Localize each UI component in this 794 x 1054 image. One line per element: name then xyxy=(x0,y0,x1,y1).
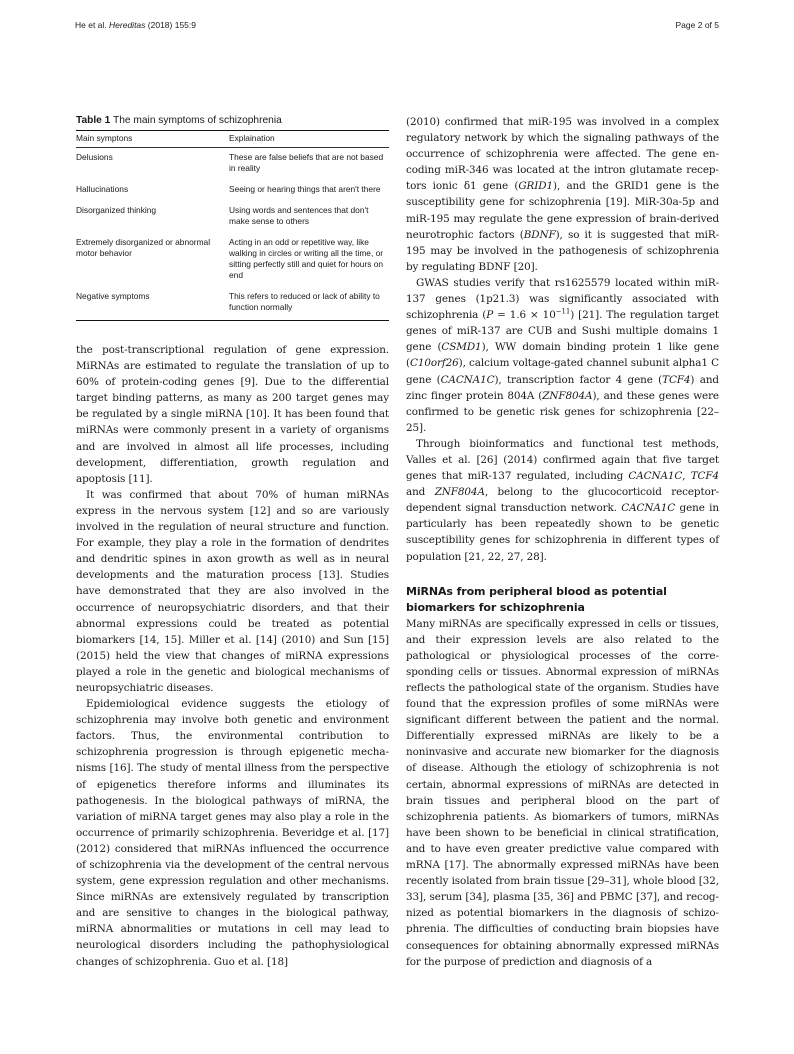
gene-name: CACNA1C xyxy=(621,502,676,515)
table-row xyxy=(76,180,389,201)
gene-name: ZNF804A xyxy=(434,486,485,499)
table-cell: These are false beliefs that are not based in reality xyxy=(229,152,384,173)
gene-name: C10orf26 xyxy=(409,357,459,370)
paragraph xyxy=(406,275,719,436)
text-run: ), WW domain binding protein 1 like gene ( xyxy=(406,341,719,370)
table-caption xyxy=(76,114,389,131)
text-run: gene in particularly has been repeatedly shown to be genetic susceptibility genes for schizophrenia in different types of population [21, 22, 27, 28]. xyxy=(406,502,719,563)
paragraph xyxy=(406,114,719,275)
paragraph: It was confirmed that about 70% of human miRNAs express in the nervous system [12] and so are variously involved in the regulation of neural structure and function. For example, they play a role in the formation of dendrites and dendritic spines in axon growth as well as in neural developments and the maturation process [13]. Studies have demonstrated that they are also involved in the occurrence of neuropsychiatric disorders, and that their abnormal expressions could be treated as potential biomarkers [14, 15]. Miller et al. [14] (2010) and Sun [15] (2015) held the view that changes of miRNA expressions played a role in the genetic and biological mechanisms of neuropsychiatric diseases. xyxy=(76,488,389,694)
symptoms-table xyxy=(76,114,389,321)
column-header: Main symptons xyxy=(76,131,229,148)
table xyxy=(76,131,389,319)
text-run: ), transcription factor 4 gene ( xyxy=(494,373,663,386)
section-heading: MiRNAs from peripheral blood as potential biomarkers for schizophrenia xyxy=(406,584,667,614)
table-bottom-rule xyxy=(76,320,389,321)
right-column-text xyxy=(406,114,719,970)
p-value: = 1.6 × 10 xyxy=(493,309,556,322)
table-header-row xyxy=(76,131,389,148)
header-volume: (2018) 155:9 xyxy=(147,20,196,30)
text-run: and xyxy=(406,486,435,499)
table-cell: Negative symptoms xyxy=(76,291,150,301)
paragraph: the post-transcriptional regulation of gene expression. MiRNAs are estimated to regulate the translation of up to 60% of protein-coding genes [9]. Due to the differential target binding patterns, as many as 200 target genes may be regulated by a single miRNA [10]. It has been found that miRNAs were commonly present in a variety of organisms and are involved in almost all life processes, including development, differentiation, growth regulation and apoptosis [11]. xyxy=(76,344,389,485)
table-cell: This refers to reduced or lack of ability to function normally xyxy=(229,291,380,312)
gene-name: TCF4 xyxy=(690,470,719,483)
text-run: , belong to the glucocorticoid receptor-dependent signal transduction network. xyxy=(406,486,719,515)
table-cell: Seeing or hearing things that aren't there xyxy=(229,184,381,194)
gene-name: GRID1 xyxy=(518,180,553,193)
table-row xyxy=(76,287,389,319)
header-journal: Hereditas xyxy=(109,20,146,30)
table-cell: Delusions xyxy=(76,152,113,162)
text-run: ), and these genes were confirmed to be genetic risk genes for schizophrenia [22–25]. xyxy=(406,389,719,434)
running-header xyxy=(75,20,719,36)
table-cell: Extremely disorganized or abnormal motor behavior xyxy=(76,237,211,258)
page-number: Page 2 of 5 xyxy=(675,20,719,30)
text-run: ), so it is suggested that miR-195 may be involved in the pathogenesis of schizophrenia by regulating BDNF [20]. xyxy=(406,228,719,273)
text-run: Through bioinformatics and functional test methods, Valles et al. [26] (2014) confirmed again that five target genes that miR-137 regulated, including xyxy=(406,437,719,483)
table-caption-text: The main symptoms of schizophrenia xyxy=(113,115,282,126)
paragraph xyxy=(406,436,719,565)
table-cell: Disorganized thinking xyxy=(76,205,157,215)
p-symbol: P xyxy=(486,309,494,322)
text-run: ) and zinc finger protein 804A ( xyxy=(406,373,719,402)
table-cell: Acting in an odd or repetitive way, like walking in circles or writing all the time, or sitting perfectly still and quiet for hours on end xyxy=(229,237,384,280)
gene-name: ZNF804A xyxy=(542,389,593,402)
text-run: (2010) confirmed that miR-195 was involved in a complex regulatory network by which the signaling pathways of the occurrence of schizophrenia were affected. The gene encoding miR-346 was located at the intron glutamate receptors ionic δ1 gene ( xyxy=(406,116,719,193)
gene-name: BDNF xyxy=(523,228,556,241)
header-citation xyxy=(75,20,196,30)
table-row xyxy=(76,233,389,287)
gene-name: CACNA1C xyxy=(440,373,495,386)
gene-name: TCF4 xyxy=(662,373,691,386)
text-run: ) [21]. The regulation target genes of miR-137 are CUB and Sushi multiple domains 1 gene ( xyxy=(406,309,719,354)
text-run: , xyxy=(682,470,691,483)
gene-name: CSMD1 xyxy=(441,341,482,354)
text-run: ), calcium voltage-gated channel subunit alpha1 C gene ( xyxy=(406,357,719,386)
table-row xyxy=(76,148,389,181)
text-run: ), and the GRID1 gene is the susceptibility gene for schizophrenia [19]. MiR-30a-5p and miR-195 may regulate the gene expression of brain-derived neurotrophic factors ( xyxy=(406,180,719,241)
header-authors: He et al. xyxy=(75,20,107,30)
paragraph: Epidemiological evidence suggests the etiology of schizophrenia may involve both genetic and environment factors. Thus, the environmental contribution to schizophrenia progression is through epigenetic mechanisms [16]. The study of mental illness from the perspective of epigenetics therefore informs and illuminates its pathogenesis. In the biological pathways of miRNA, the variation of miRNA target genes may also play a role in the occurrence of primarily schizophrenia. Beveridge et al. [17] (2012) considered that miRNAs influenced the occurrence of schizophrenia via the development of the central nervous system, gene expression regulation and other mechanisms. Since miRNAs are extensively regulated by transcription and are sensitive to changes in the biological pathway, miRNA abnormalities or mutations in cell may lead to neurological disorders including the pathophysiological changes of schizophrenia. Guo et al. [18] xyxy=(76,698,389,968)
table-cell: Hallucinations xyxy=(76,184,129,194)
left-column-text xyxy=(76,342,389,970)
table-label: Table 1 xyxy=(76,115,111,126)
column-header: Explaination xyxy=(229,131,389,148)
text-run: GWAS studies verify that rs1625579 located within miR-137 genes (1p21.3) was significantly associated with schizophrenia ( xyxy=(406,276,719,322)
table-row xyxy=(76,201,389,233)
paragraph: Many miRNAs are specifically expressed in cells or tissues, and their expression levels are also related to the pathological or physiological processes of the corresponding cells or tissues. Abnormal expression of miRNAs reflects the pathological state of the organism. Studies have found that the expression profiles of some miRNAs were significant different between the patient and the normal. Differentially expressed miRNAs are likely to be a noninvasive and accurate new biomarker for the diagnosis of disease. Although the etiology of schizophrenia is not certain, abnormal expressions of miRNAs are detected in brain tissues and peripheral blood on the part of schizophrenia patients. As biomarkers of tumors, miRNAs have been shown to be beneficial in clinical stratification, and to have even greater predictive value compared with mRNA [17]. The abnormally expressed miRNAs have been recently isolated from brain tissue [29–31], whole blood [32, 33], serum [34], plasma [35, 36] and PBMC [37], and recognized as potential biomarkers in the diagnosis of schizophrenia. The difficulties of conducting brain biopsies have consequences for obtaining abnormally expressed miRNAs for the purpose of prediction and diagnosis of a xyxy=(406,617,719,968)
table-cell: Using words and sentences that don't make sense to others xyxy=(229,205,369,226)
gene-name: CACNA1C xyxy=(628,470,683,483)
p-exponent: −11 xyxy=(555,307,571,316)
